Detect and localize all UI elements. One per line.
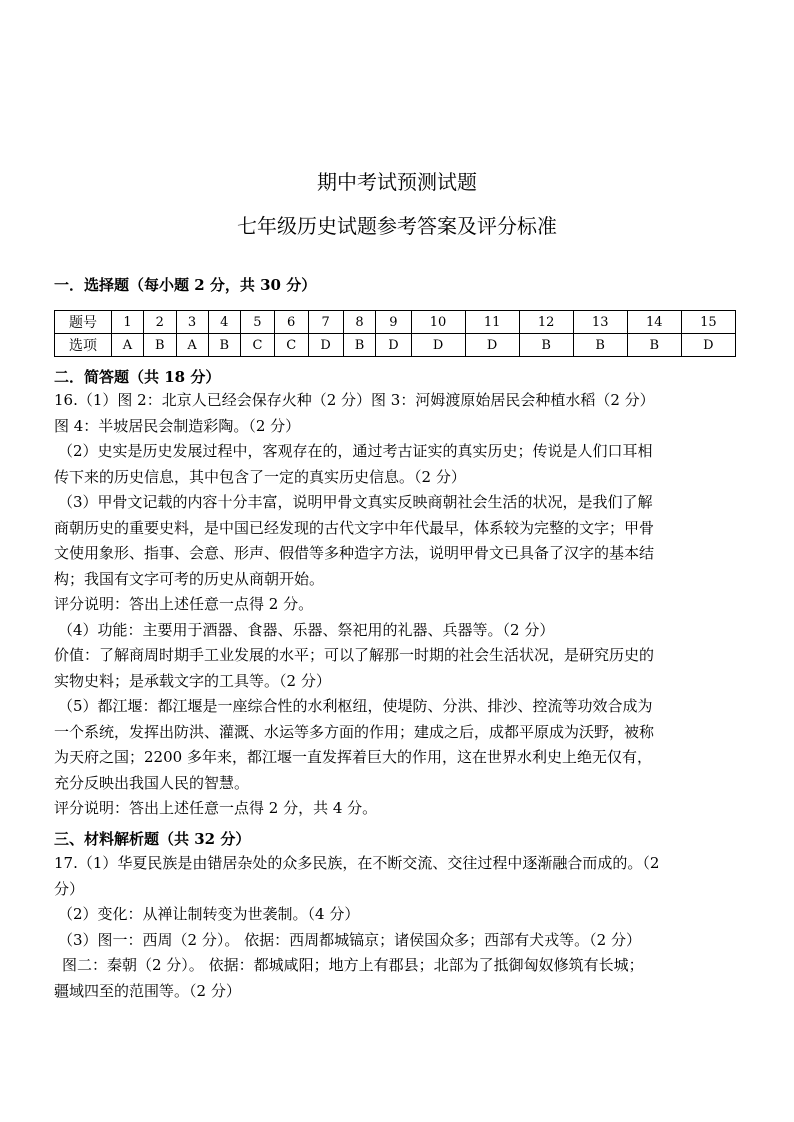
answer-line: 文使用象形、指事、会意、形声、假借等多种造字方法，说明甲骨文已具备了汉字的基本结 (54, 544, 655, 562)
question-number: 4 (208, 311, 241, 334)
question-number: 8 (343, 311, 376, 334)
answer-line: 一个系统，发挥出防洪、灌溉、水运等多方面的作用；建成之后，成都平原成为沃野，被称 (54, 722, 655, 741)
answer-line: 疆域四至的范围等。（2 分） (54, 981, 241, 1000)
answer-option: D (411, 334, 465, 357)
answer-option: B (343, 334, 376, 357)
document-title: 期中考试预测试题 (317, 170, 477, 194)
question-number: 11 (465, 311, 519, 334)
answer-line: 为天府之国；2200 多年来，都江堰一直发挥着巨大的作用，这在世界水利史上绝无仅有， (54, 748, 652, 766)
answer-line: （4）功能：主要用于酒器、食器、乐器、祭祀用的礼器、兵器等。（2 分） (58, 620, 555, 639)
question-number: 14 (627, 311, 681, 334)
answer-table-number-row (55, 311, 736, 334)
answer-option: B (573, 334, 627, 357)
document-subtitle: 七年级历史试题参考答案及评分标准 (237, 214, 557, 238)
answer-option: B (627, 334, 681, 357)
answer-line: （3）甲骨文记载的内容十分丰富，说明甲骨文真实反映商朝社会生活的状况，是我们了解 (58, 493, 653, 511)
question-number: 2 (144, 311, 177, 334)
question-number: 1 (112, 311, 144, 334)
number-row-label: 题号 (55, 311, 112, 334)
answer-option: B (208, 334, 241, 357)
answer-option: A (112, 334, 144, 357)
answer-option: D (308, 334, 343, 357)
question-number: 6 (274, 311, 308, 334)
answer-line: 充分反映出我国人民的智慧。 (54, 773, 250, 792)
answer-option: A (176, 334, 208, 357)
answer-line: （2）变化：从禅让制转变为世袭制。（4 分） (58, 905, 360, 923)
answer-table-option-row (55, 334, 736, 357)
question-number: 9 (376, 311, 411, 334)
section3-heading: 三、材料解析题（共 32 分） (54, 830, 251, 848)
answer-option: D (465, 334, 519, 357)
question-16-answers (54, 388, 744, 822)
answer-table (54, 310, 736, 357)
answer-option: B (144, 334, 177, 357)
answer-line: 分） (54, 879, 85, 898)
question-number: 15 (681, 311, 735, 334)
section1-heading: 一．选择题（每小题 2 分，共 30 分） (54, 276, 317, 294)
answer-option: C (241, 334, 275, 357)
answer-line: 传下来的历史信息，其中包含了一定的真实历史信息。（2 分） (54, 467, 466, 486)
answer-line: （2）史实是历史发展过程中，客观存在的，通过考古证实的真实历史；传说是人们口耳相 (58, 442, 653, 460)
option-row-label: 选项 (55, 334, 112, 357)
question-number: 5 (241, 311, 275, 334)
question-number: 12 (519, 311, 573, 334)
answer-line: 商朝历史的重要史料，是中国已经发现的古代文字中年代最早，体系较为完整的文字；甲骨 (54, 518, 655, 537)
scoring-note: 评分说明：答出上述任意一点得 2 分。 (54, 595, 314, 613)
answer-line: 实物史料；是承载文字的工具等。（2 分） (54, 671, 331, 690)
answer-line: 16.（1）图 2：北京人已经会保存火种（2 分）图 3：河姆渡原始居民会种植水稻（2 分） (54, 391, 655, 409)
question-number: 7 (308, 311, 343, 334)
answer-line: 17.（1）华夏民族是由错居杂处的众多民族，在不断交流、交往过程中逐渐融合而成的。（2 (54, 854, 660, 872)
answer-option: B (519, 334, 573, 357)
answer-line: 价值：了解商周时期手工业发展的水平；可以了解那一时期的社会生活状况，是研究历史的 (54, 646, 655, 664)
answer-line: （5）都江堰：都江堰是一座综合性的水利枢纽，使堤防、分洪、排沙、控流等功效合成为 (58, 697, 653, 715)
answer-option: D (681, 334, 735, 357)
question-number: 10 (411, 311, 465, 334)
answer-line: 图 4：半坡居民会制造彩陶。（2 分） (54, 416, 301, 435)
scoring-note: 评分说明：答出上述任意一点得 2 分，共 4 分。 (54, 799, 378, 817)
question-17-answers (54, 851, 744, 1004)
section2-heading: 二．简答题（共 18 分） (54, 368, 221, 386)
answer-option: C (274, 334, 308, 357)
answer-line: （3）图一：西周（2 分）。 依据：西周都城镐京；诸侯国众多；西部有犬戎等。（2 分） (58, 930, 641, 949)
answer-option: D (376, 334, 411, 357)
answer-line: 图二：秦朝（2 分）。 依据：都城咸阳；地方上有郡县；北部为了抵御匈奴修筑有长城； (62, 956, 644, 974)
answer-line: 构；我国有文字可考的历史从商朝开始。 (54, 569, 325, 588)
question-number: 3 (176, 311, 208, 334)
question-number: 13 (573, 311, 627, 334)
